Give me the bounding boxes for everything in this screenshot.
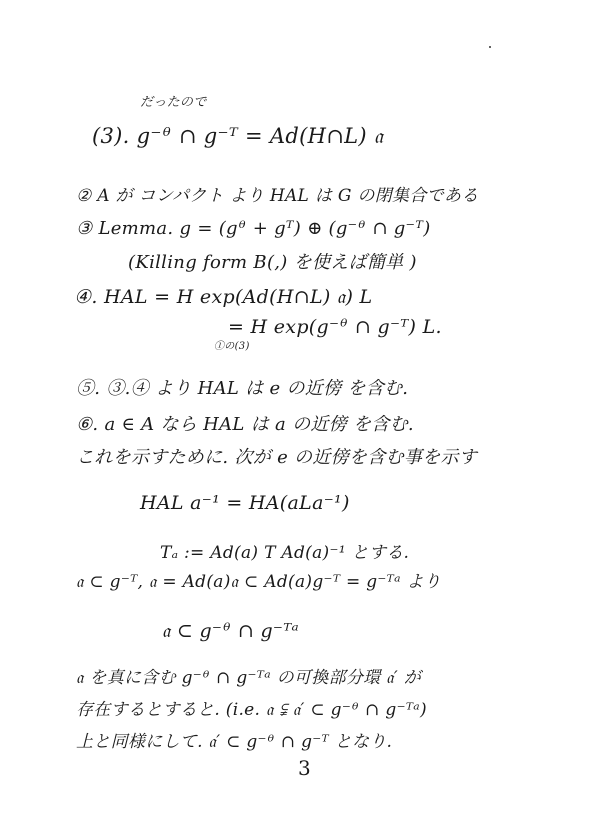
note-line-12: HAL a⁻¹ = HA(aLa⁻¹): [140, 492, 350, 514]
note-line-3: ② A が コンパクト より HAL は G の閉集合である: [76, 186, 479, 206]
note-line-16: 𝔞 を真に含む g⁻ᶿ ∩ g⁻ᵀᵃ の可換部分環 𝔞′ が: [76, 668, 421, 688]
note-line-2: (3). g⁻ᶿ ∩ g⁻ᵀ = Ad(H∩L) 𝔞: [92, 124, 384, 148]
note-line-7: = H exp(g⁻ᶿ ∩ g⁻ᵀ) L.: [228, 316, 442, 338]
note-line-11: これを示すために. 次が e の近傍を含む事を示す: [76, 447, 478, 468]
note-line-8: ①の(3): [214, 341, 250, 352]
note-line-4: ③ Lemma. g = (gᶿ + gᵀ) ⊕ (g⁻ᶿ ∩ g⁻ᵀ): [76, 218, 431, 239]
note-line-1: だったので: [140, 95, 207, 110]
note-line-9: ⑤. ③.④ より HAL は e の近傍 を含む.: [76, 378, 409, 399]
note-line-5: (Killing form B(,) を使えば簡単 ): [128, 252, 417, 273]
page-number: 3: [298, 756, 312, 780]
note-line-10: ⑥. a ∈ A なら HAL は a の近傍 を含む.: [76, 414, 414, 435]
note-line-6: ④. HAL = H exp(Ad(H∩L) 𝔞) L: [74, 286, 373, 308]
stray-mark: [489, 46, 491, 48]
note-line-14: 𝔞 ⊂ g⁻ᵀ, 𝔞 = Ad(a)𝔞 ⊂ Ad(a)g⁻ᵀ = g⁻ᵀᵃ より: [76, 572, 442, 592]
note-line-13: Tₐ := Ad(a) T Ad(a)⁻¹ とする.: [160, 543, 410, 563]
note-line-17: 存在するとすると. (i.e. 𝔞 ⫋ 𝔞′ ⊂ g⁻ᶿ ∩ g⁻ᵀᵃ): [76, 700, 427, 720]
note-line-18: 上と同様にして. 𝔞′ ⊂ g⁻ᶿ ∩ g⁻ᵀ となり.: [76, 732, 393, 752]
note-line-15: 𝔞 ⊂ g⁻ᶿ ∩ g⁻ᵀᵃ: [162, 620, 299, 642]
